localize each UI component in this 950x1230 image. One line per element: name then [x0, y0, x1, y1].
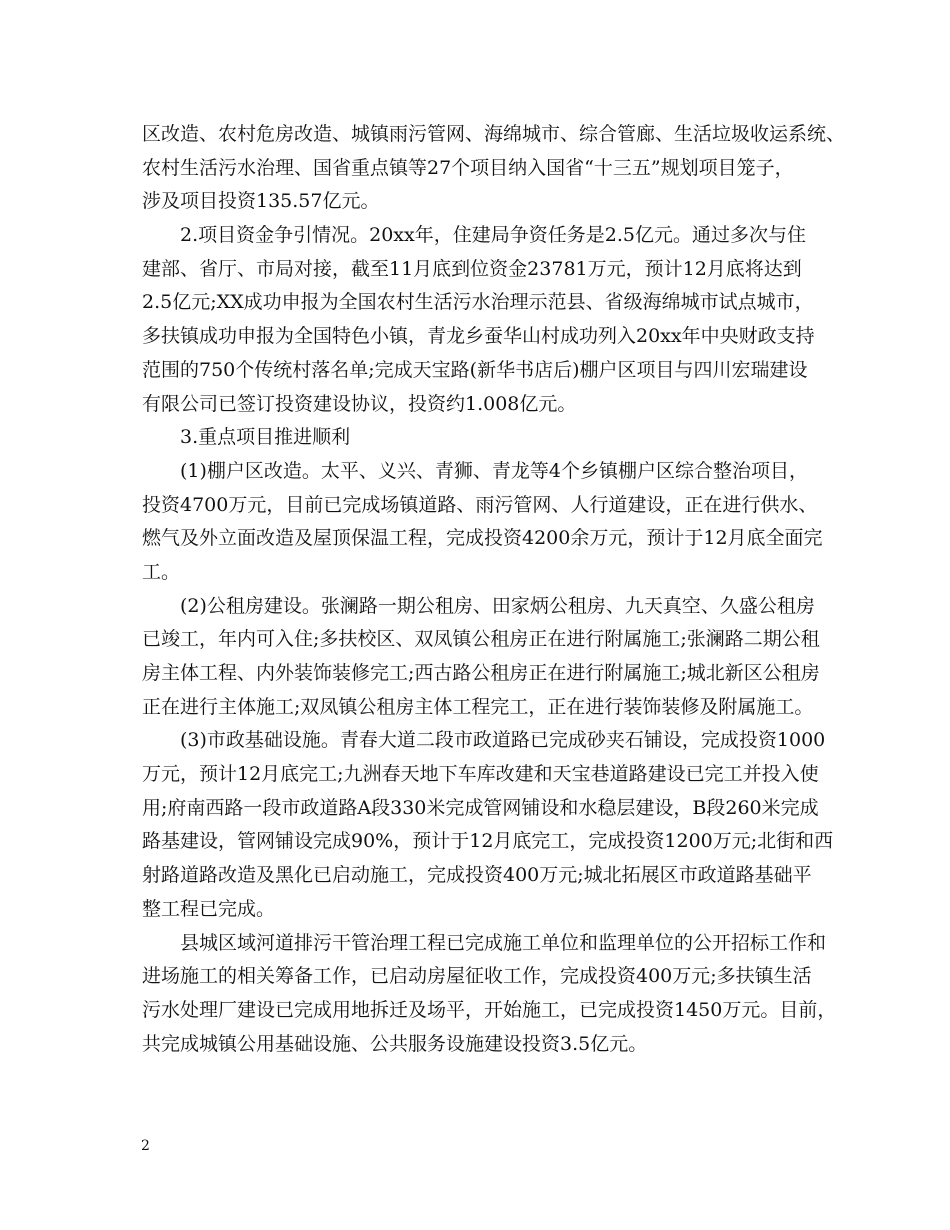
text-line: 工。	[142, 560, 181, 583]
text-line: 建部、省厅、市局对接，截至11月底到位资金23781万元，预计12月底将达到	[142, 257, 802, 280]
text-line: 正在进行主体施工;双凤镇公租房主体工程完工，正在进行装饰装修及附属施工。	[142, 695, 814, 718]
text-line: 范围的750个传统村落名单;完成天宝路(新华书店后)棚户区项目与四川宏瑞建设	[142, 358, 808, 381]
text-line: 射路道路改造及黑化已启动施工，完成投资400万元;城北拓展区市政道路基础平	[142, 864, 812, 887]
paragraph-start-line: (1)棚户区改造。太平、义兴、青狮、青龙等4个乡镇棚户区综合整治项目，	[180, 459, 809, 482]
text-line: 进场施工的相关筹备工作，已启动房屋征收工作，完成投资400万元;多扶镇生活	[142, 965, 812, 988]
text-line: 2.5亿元;XX成功申报为全国农村生活污水治理示范县、省级海绵城市试点城市，	[142, 291, 814, 314]
text-line: 已竣工，年内可入住;多扶校区、双凤镇公租房正在进行附属施工;张澜路二期公租	[142, 628, 820, 651]
text-line: 多扶镇成功申报为全国特色小镇，青龙乡蚕华山村成功列入20xx年中央财政支持	[142, 325, 815, 348]
paragraph-start-line: 3.重点项目推进顺利	[180, 426, 351, 449]
document-body	[142, 118, 846, 1061]
paragraph-start-line: 县城区域河道排污干管治理工程已完成施工单位和监理单位的公开招标工作和	[180, 931, 827, 954]
paragraph-start-line: 2.项目资金争引情况。20xx年，住建局争资任务是2.5亿元。通过多次与住	[180, 224, 806, 247]
text-line: 用;府南西路一段市政道路A段330米完成管网铺设和水稳层建设，B段260米完成	[142, 796, 819, 819]
text-line: 污水处理厂建设已完成用地拆迁及场平，开始施工，已完成投资1450万元。目前，	[142, 998, 837, 1021]
paragraph-start-line: (2)公租房建设。张澜路一期公租房、田家炳公租房、九天真空、久盛公租房	[180, 594, 815, 617]
text-line: 整工程已完成。	[142, 897, 276, 920]
text-line: 涉及项目投资135.57亿元。	[142, 190, 380, 213]
text-line: 房主体工程、内外装饰装修完工;西古路公租房正在进行附属施工;城北新区公租房	[142, 662, 820, 684]
text-line: 投资4700万元，目前已完成场镇道路、雨污管网、人行道建设，正在进行供水、	[142, 493, 818, 516]
text-line: 有限公司已签订投资建设协议，投资约1.008亿元。	[142, 392, 577, 415]
text-line: 共完成城镇公用基础设施、公共服务设施建设投资3.5亿元。	[142, 1032, 648, 1055]
paragraph-start-line: (3)市政基础设施。青春大道二段市政道路已完成砂夹石铺设，完成投资1000	[180, 729, 826, 752]
text-line: 区改造、农村危房改造、城镇雨污管网、海绵城市、综合管廊、生活垃圾收运系统、	[142, 123, 846, 145]
text-line: 路基建设，管网铺设完成90%，预计于12月底完工，完成投资1200万元;北街和西	[142, 830, 834, 853]
text-line: 燃气及外立面改造及屋顶保温工程，完成投资4200余万元，预计于12月底全面完	[142, 527, 823, 550]
text-line: 万元，预计12月底完工;九洲春天地下车库改建和天宝巷道路建设已完工并投入使	[142, 763, 819, 786]
text-line: 农村生活污水治理、国省重点镇等27个项目纳入国省“十三五”规划项目笼子，	[142, 156, 794, 179]
page-number: 2	[141, 1138, 150, 1154]
